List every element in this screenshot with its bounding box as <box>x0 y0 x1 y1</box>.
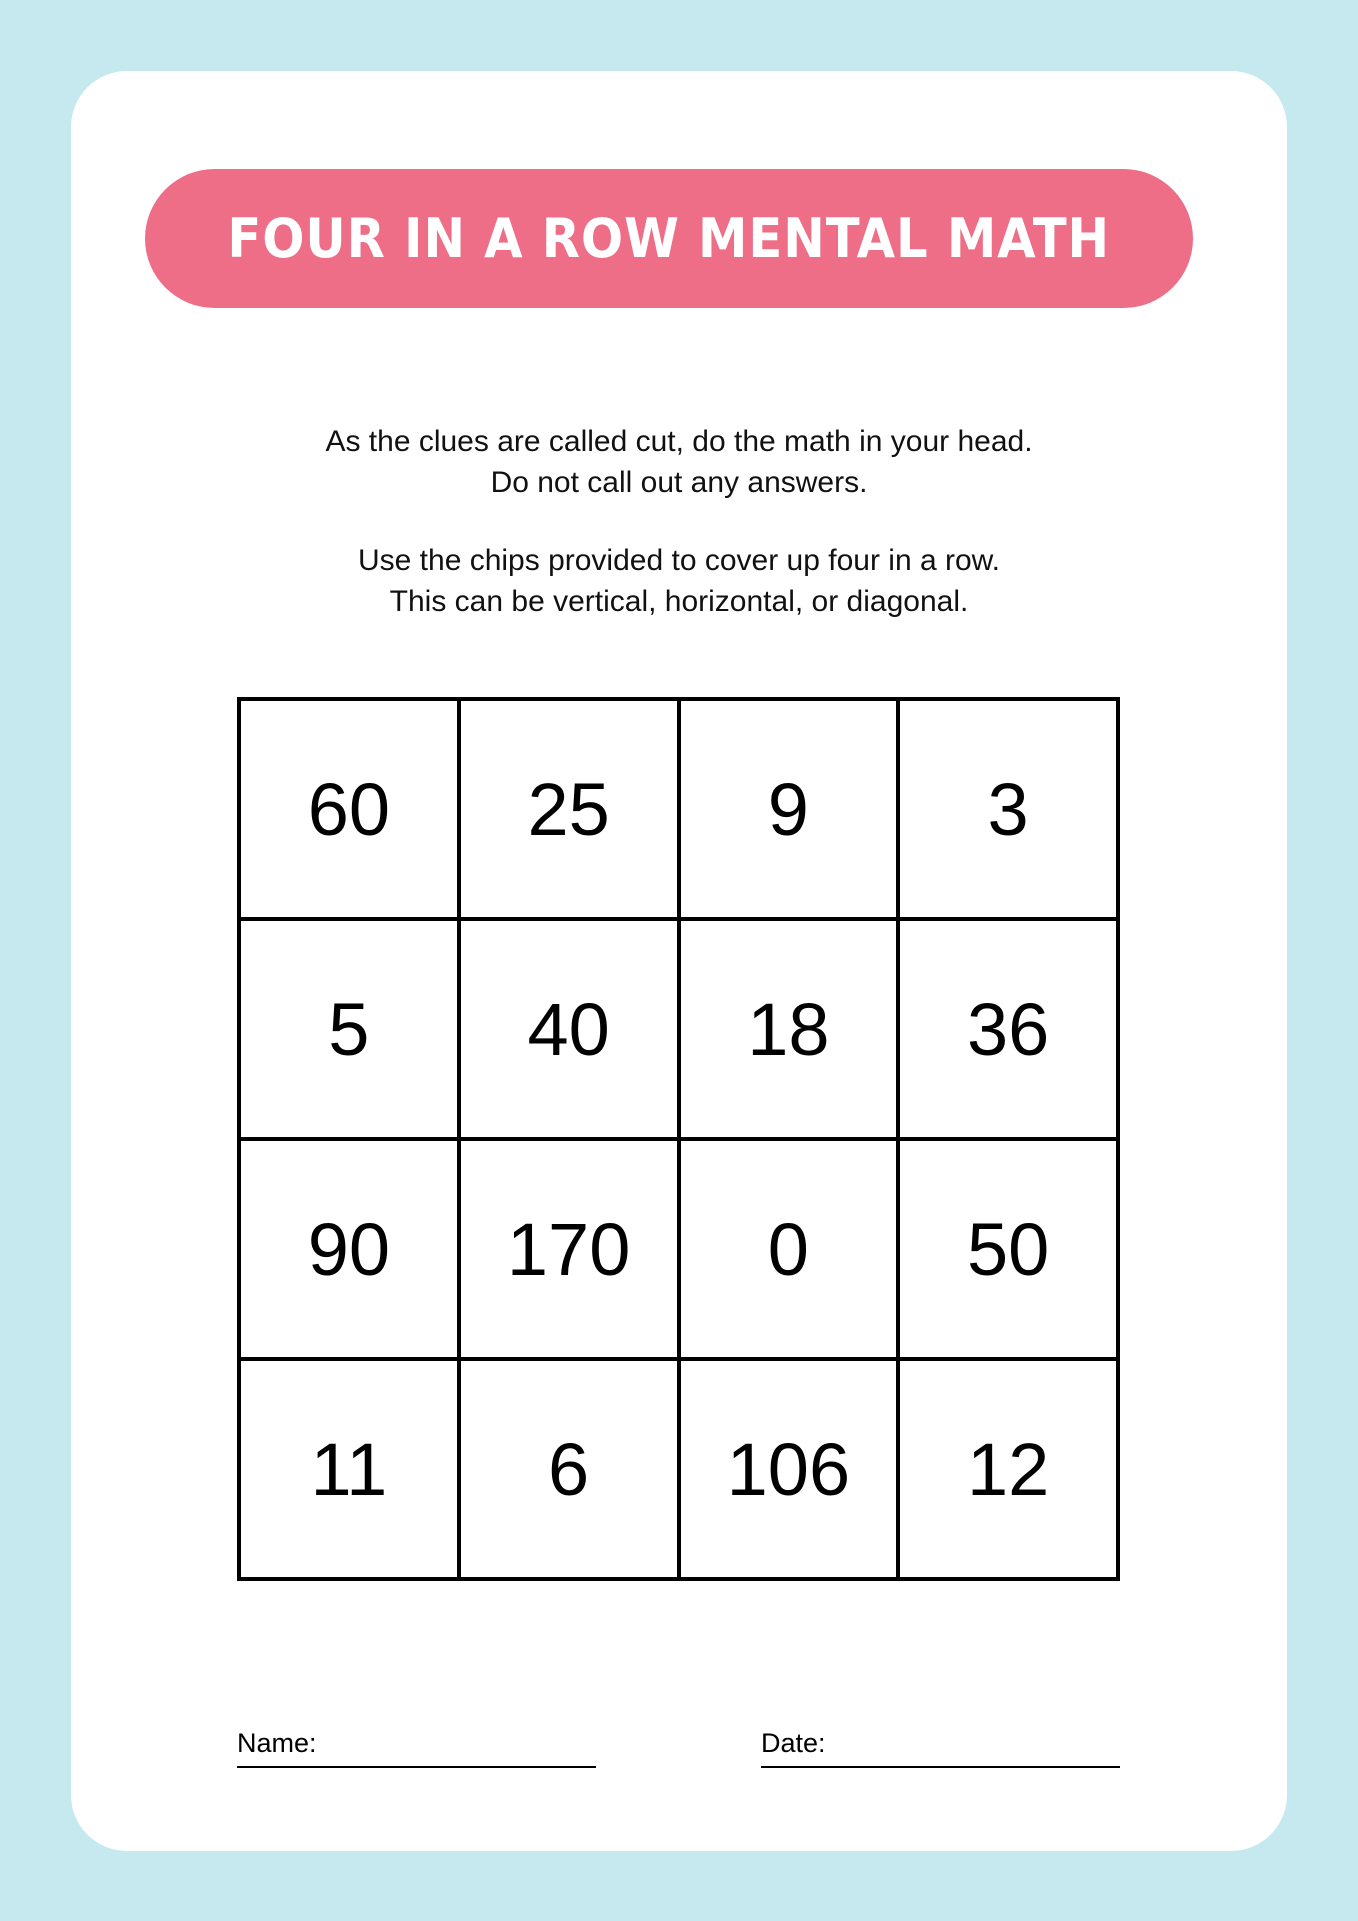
title-banner <box>145 169 1193 308</box>
number-grid <box>237 697 1120 1581</box>
name-field[interactable] <box>237 1728 596 1768</box>
grid-cell[interactable]: 36 <box>898 919 1118 1139</box>
instruction-line: As the clues are called cut, do the math in your head. <box>325 425 1033 458</box>
date-field[interactable] <box>761 1728 1120 1768</box>
instruction-line: Use the chips provided to cover up four in a row. <box>357 544 1000 577</box>
grid-cell[interactable]: 60 <box>239 699 459 919</box>
grid-cell[interactable]: 9 <box>679 699 899 919</box>
grid-cell[interactable]: 0 <box>679 1139 899 1359</box>
grid-cell[interactable]: 3 <box>898 699 1118 919</box>
name-label: Name: <box>237 1728 317 1758</box>
grid-cell[interactable]: 5 <box>239 919 459 1139</box>
page-title: FOUR IN A ROW MENTAL MATH <box>227 207 1111 270</box>
grid-cell[interactable]: 170 <box>459 1139 679 1359</box>
grid-cell[interactable]: 90 <box>239 1139 459 1359</box>
grid-cell[interactable]: 25 <box>459 699 679 919</box>
grid-cell[interactable]: 18 <box>679 919 899 1139</box>
grid-cell[interactable]: 11 <box>239 1359 459 1579</box>
instruction-line: Do not call out any answers. <box>490 466 868 499</box>
grid-cell[interactable]: 12 <box>898 1359 1118 1579</box>
date-label: Date: <box>761 1728 826 1758</box>
grid-cell[interactable]: 50 <box>898 1139 1118 1359</box>
instruction-line: This can be vertical, horizontal, or diagonal. <box>389 585 969 618</box>
grid-cell[interactable]: 6 <box>459 1359 679 1579</box>
grid-cell[interactable]: 40 <box>459 919 679 1139</box>
grid-cell[interactable]: 106 <box>679 1359 899 1579</box>
